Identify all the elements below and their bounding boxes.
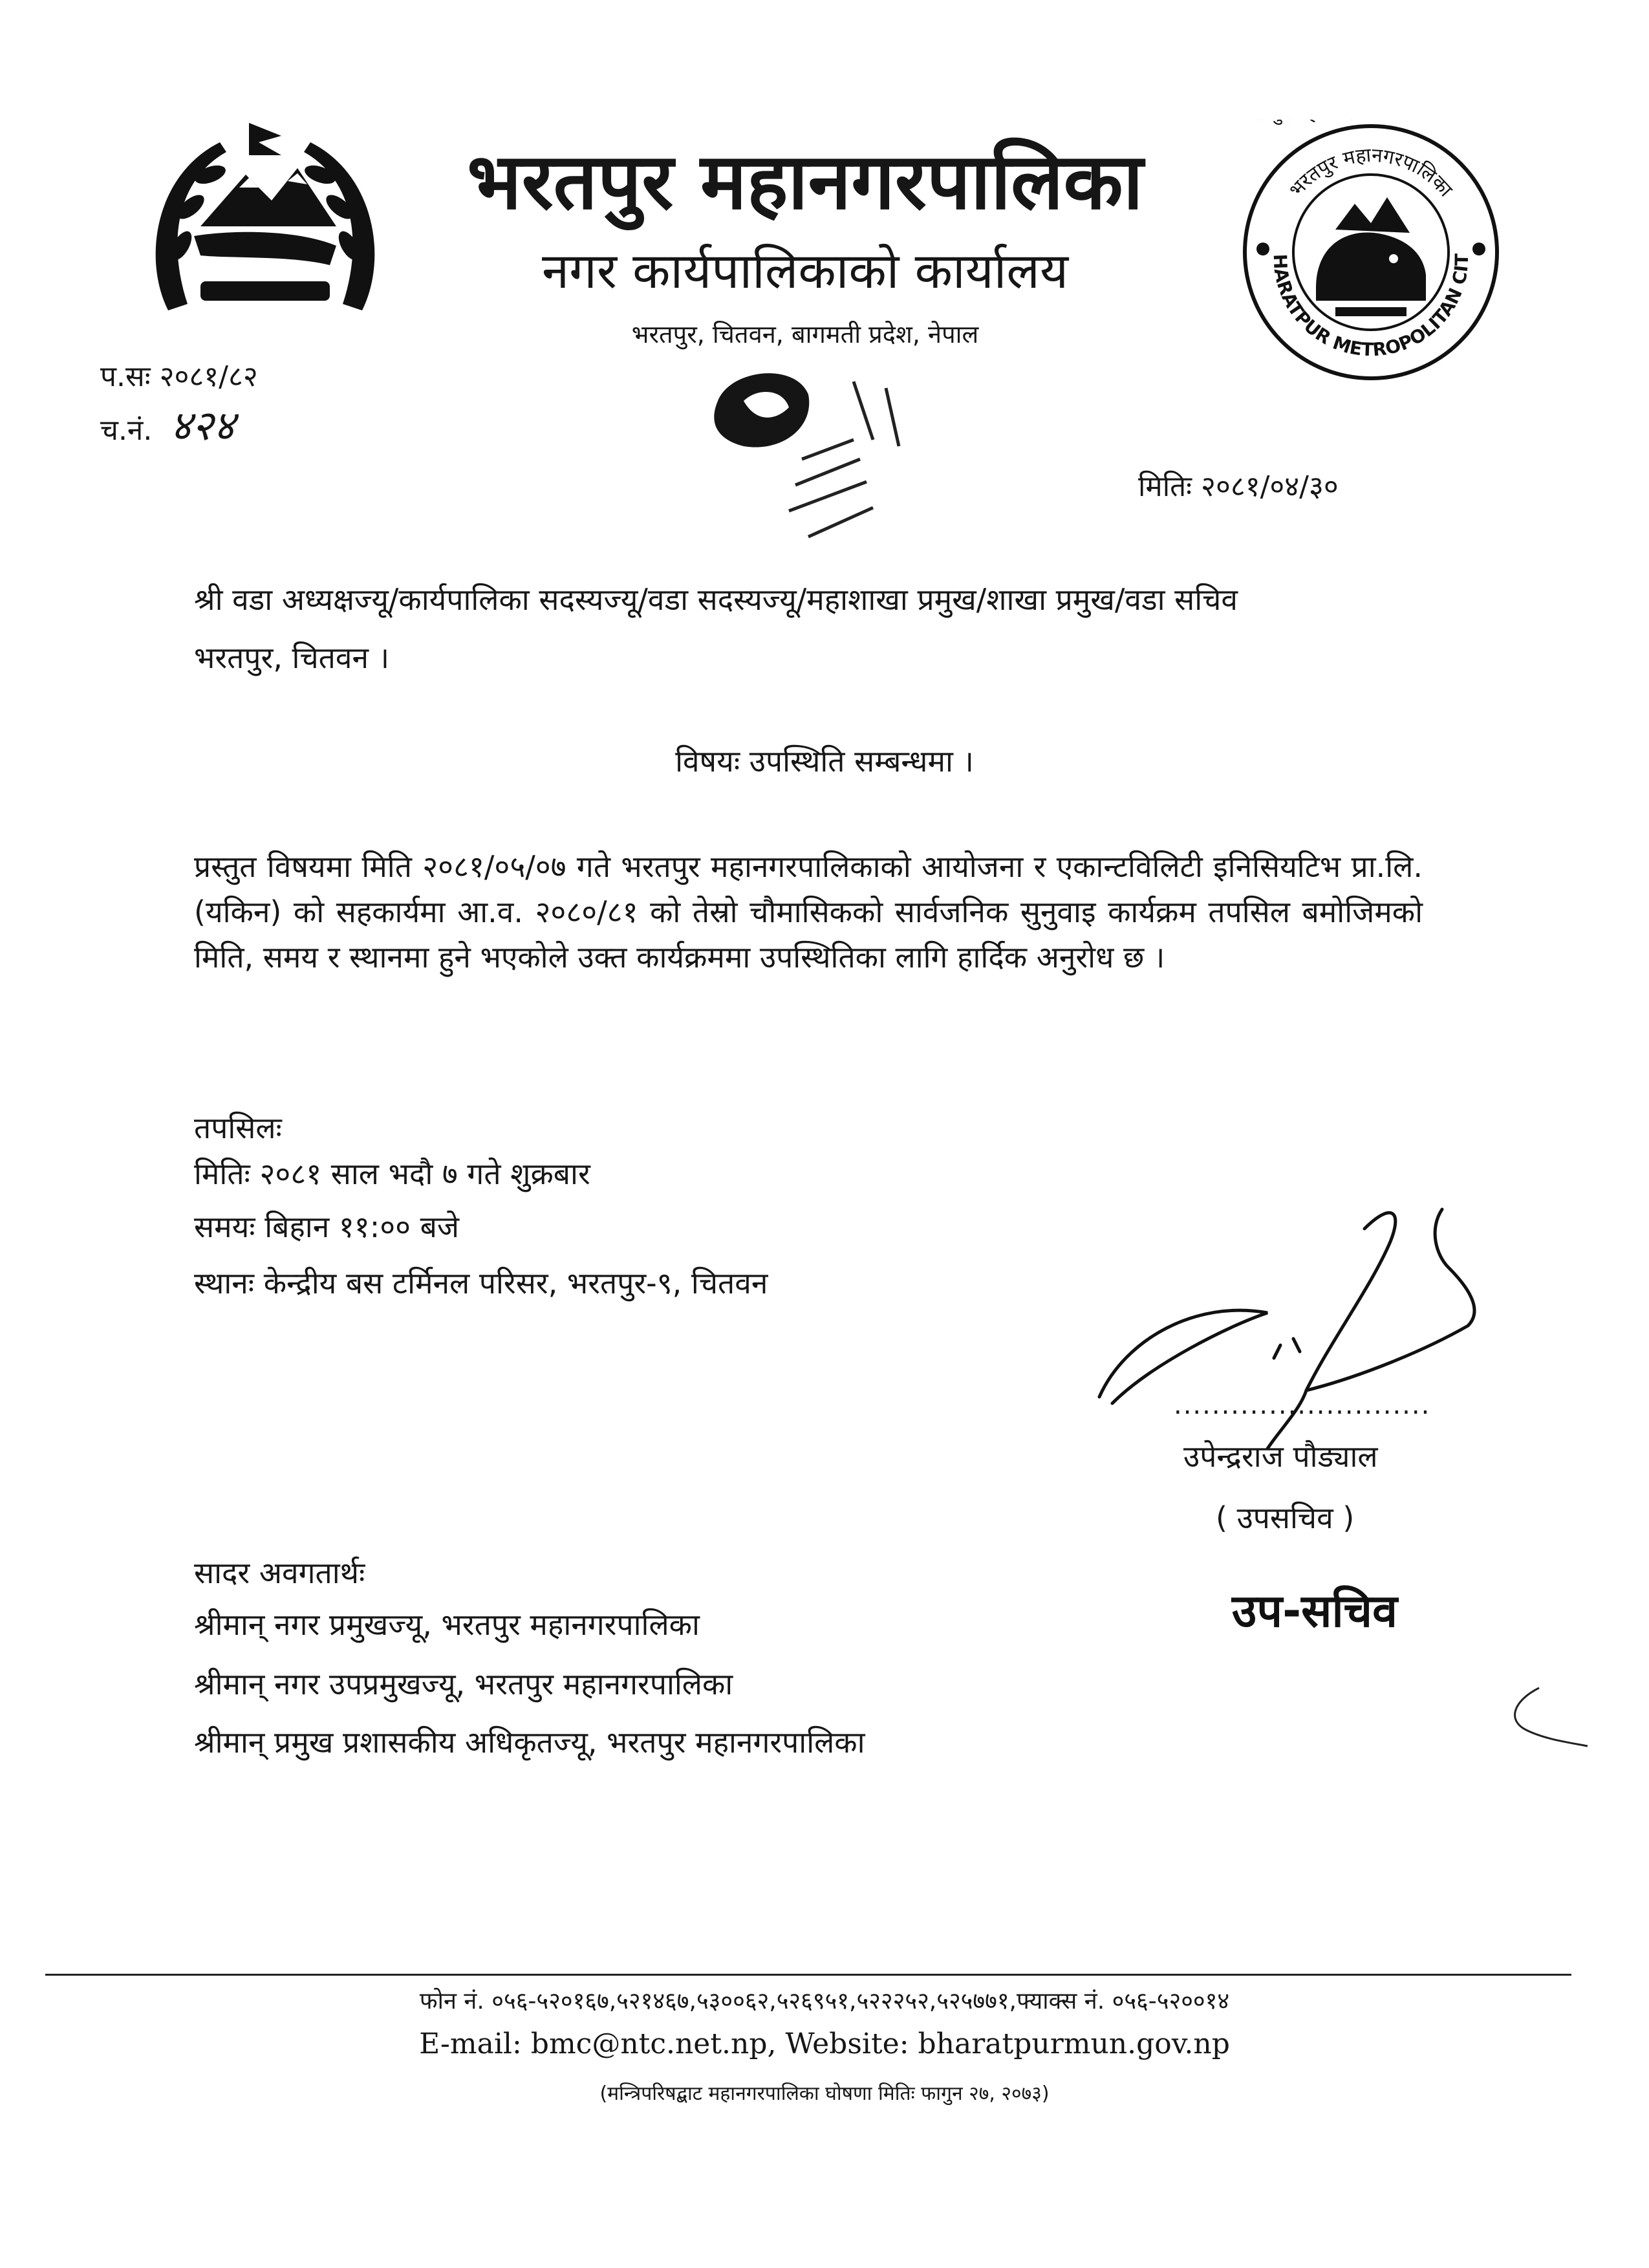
seal-top-text (1238, 120, 1408, 125)
chalani-number: ४२४ (170, 402, 235, 450)
letter-body: प्रस्तुत विषयमा मिति २०८१/०५/०७ गते भरतपुर महानगरपालिकाको आयोजना र एकान्टविलिटी इनिसियटिभ प्रा.लि.(यकिन) को सहकार्यमा आ.व. २०८०/८१ को तेस्रो चौमासिकको सार्वजनिक सुनुवाइ कार्यक्रम तपसिल बमोजिमको मिति, समय र स्थानमा हुने भएकोले उक्त कार्यक्रममा उपस्थितिका लागि हार्दिक अनुरोध छ । (194, 849, 1423, 975)
seal-bottom-arc-text: HARATPUR METROPOLITAN CIT (1269, 253, 1473, 361)
footer-email-website: E-mail: bmc@ntc.net.np, Website: bharatpurmun.gov.np (419, 2027, 1230, 2060)
letter-subject: विषयः उपस्थिति सम्बन्धमा । (675, 744, 974, 779)
letter-date: मितिः २०८१/०४/३० (1138, 470, 1339, 503)
signatory-designation: ( उपसचिव ) (1216, 1500, 1355, 1535)
footer-phone: फोन नं. ०५६-५२०१६७,५२१४६७,५३००६२,५२६९५१,५२२२५२,५२५७७१,फ्याक्स नं. ०५६-५२००१४ (419, 1988, 1230, 2014)
cc-item-3: श्रीमान् प्रमुख प्रशासकीय अधिकृतज्यू, भरतपुर महानगरपालिका (194, 1725, 865, 1760)
details-time: समयः बिहान ११:०० बजे (194, 1209, 460, 1244)
bharatpur-metropolitan-seal (1238, 120, 1503, 385)
chalani-row (100, 396, 235, 452)
office-address: भरतपुर, चितवन, बागमती प्रदेश, नेपाल (631, 320, 979, 349)
chalani-label: च.नं. (100, 414, 153, 447)
footer-divider (45, 1974, 1571, 1976)
signatory-name: उपेन्द्रराज पौड्याल (1183, 1439, 1378, 1474)
details-date: मितिः २०८१ साल भदौ ७ गते शुक्रबार (194, 1156, 590, 1191)
details-heading: तपसिलः (194, 1110, 282, 1145)
svg-text:भरतपुर महानगरपालिका (1285, 144, 1458, 202)
addressee-line-2: भरतपुर, चितवन । (194, 640, 390, 675)
cc-item-2: श्रीमान् नगर उपप्रमुखज्यू, भरतपुर महानगरपालिका (194, 1667, 733, 1701)
patra-sankhya: प.सः २०८१/८२ (100, 360, 258, 393)
footer-declaration-note: (मन्त्रिपरिषद्बाट महानगरपालिका घोषणा मितिः फागुन २७, २०७३) (599, 2082, 1050, 2105)
cc-heading: सादर अवगतार्थः (194, 1555, 365, 1590)
details-place: स्थानः केन्द्रीय बस टर्मिनल परिसर, भरतपुर-९, चितवन (194, 1266, 768, 1301)
addressee-line-1: श्री वडा अध्यक्षज्यू/कार्यपालिका सदस्यज्यू/वडा सदस्यज्यू/महाशाखा प्रमुख/शाखा प्रमुख/वडा सचिव (194, 582, 1238, 617)
nepal-coat-of-arms-emblem (142, 116, 388, 323)
seal-top-arc-text: भरतपुर महानगरपालिका (1284, 144, 1457, 202)
signature-dotted-line: ........................... (1174, 1390, 1431, 1420)
office-title: भरतपुर महानगरपालिका (467, 137, 1143, 227)
designation-stamp: उप-सचिव (1232, 1584, 1397, 1637)
cc-item-1: श्रीमान् नगर प्रमुखज्यू, भरतपुर महानगरपालिका (194, 1607, 700, 1642)
office-subtitle: नगर कार्यपालिकाको कार्यालय (541, 242, 1069, 299)
pen-mark (1500, 1681, 1591, 1753)
office-round-stamp (705, 362, 938, 569)
